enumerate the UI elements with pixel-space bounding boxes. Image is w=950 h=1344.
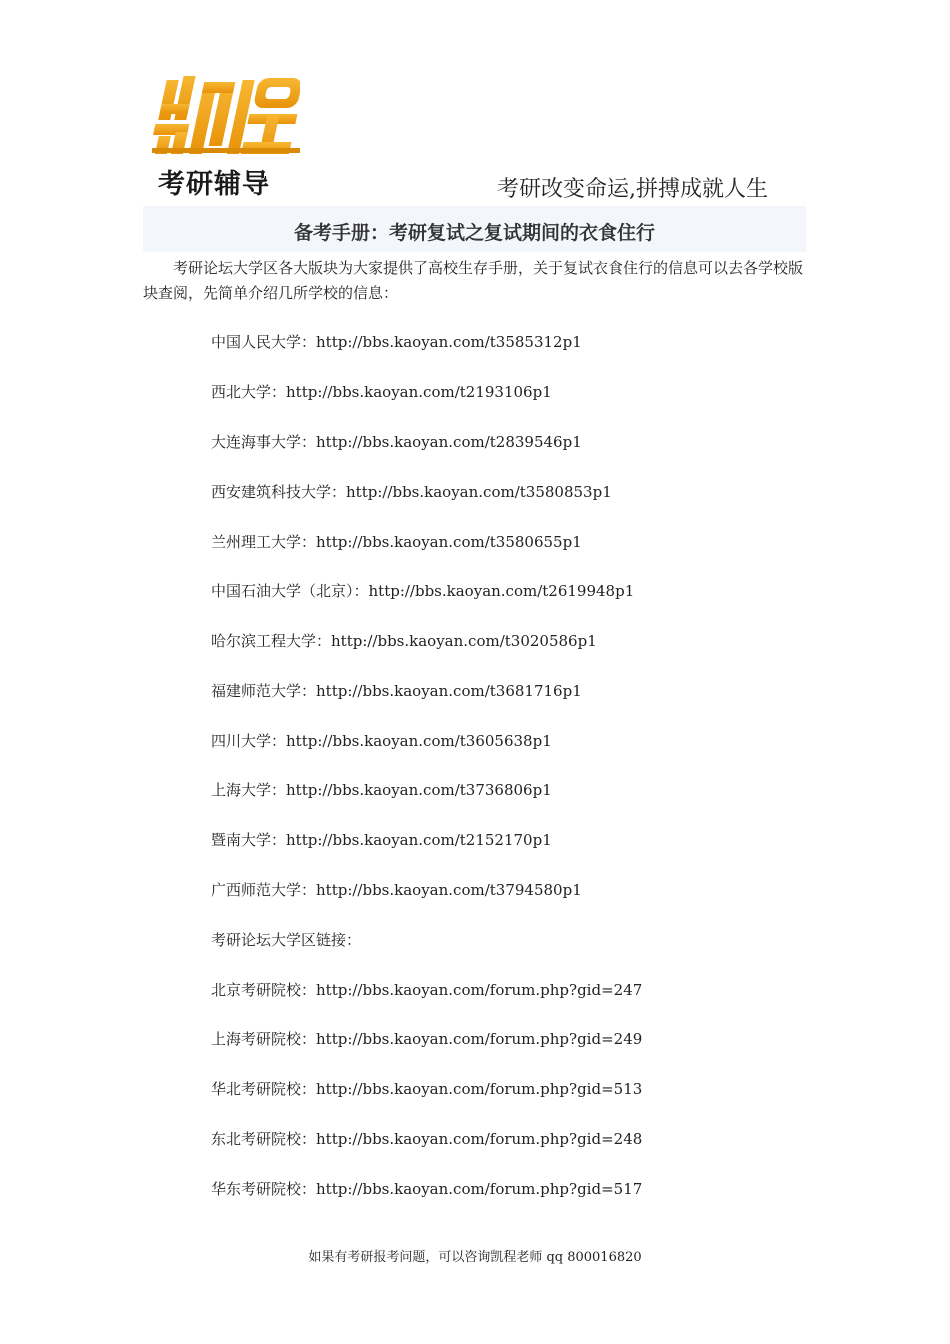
school-link-line[interactable]: 暨南大学：http://bbs.kaoyan.com/t2152170p1 xyxy=(211,831,552,849)
section-heading: 考研论坛大学区链接： xyxy=(211,931,362,949)
slogan: 考研改变命运,拼搏成就人生 xyxy=(497,177,768,202)
school-link-line[interactable]: 四川大学：http://bbs.kaoyan.com/t3605638p1 xyxy=(211,732,552,750)
region-link-line[interactable]: 华东考研院校：http://bbs.kaoyan.com/forum.php?gid=517 xyxy=(211,1180,643,1198)
school-link-line[interactable]: 中国人民大学：http://bbs.kaoyan.com/t3585312p1 xyxy=(211,333,582,351)
school-link-line[interactable]: 福建师范大学：http://bbs.kaoyan.com/t3681716p1 xyxy=(211,682,582,700)
region-link-line[interactable]: 东北考研院校：http://bbs.kaoyan.com/forum.php?gid=248 xyxy=(211,1130,643,1148)
school-link-line[interactable]: 大连海事大学：http://bbs.kaoyan.com/t2839546p1 xyxy=(211,433,582,451)
logo-brand-mark xyxy=(152,74,300,156)
school-link-line[interactable]: 中国石油大学（北京）：http://bbs.kaoyan.com/t2619948p1 xyxy=(211,582,635,600)
region-link-line[interactable]: 北京考研院校：http://bbs.kaoyan.com/forum.php?gid=247 xyxy=(211,981,643,999)
page-title: 备考手册：考研复试之复试期间的衣食住行 xyxy=(293,222,655,244)
region-link-line[interactable]: 华北考研院校：http://bbs.kaoyan.com/forum.php?gid=513 xyxy=(211,1080,643,1098)
footer-contact: 如果有考研报考问题，可以咨询凯程老师 qq 800016820 xyxy=(308,1250,642,1265)
title-bar xyxy=(143,206,806,252)
school-link-line[interactable]: 广西师范大学：http://bbs.kaoyan.com/t3794580p1 xyxy=(211,881,582,899)
brand-logo xyxy=(148,74,308,202)
school-link-line[interactable]: 上海大学：http://bbs.kaoyan.com/t3736806p1 xyxy=(211,781,552,799)
school-link-line[interactable]: 西安建筑科技大学：http://bbs.kaoyan.com/t3580853p1 xyxy=(211,483,612,501)
school-link-line[interactable]: 西北大学：http://bbs.kaoyan.com/t2193106p1 xyxy=(211,383,552,401)
logo-subtitle: 考研辅导 xyxy=(158,169,270,200)
school-link-line[interactable]: 兰州理工大学：http://bbs.kaoyan.com/t3580655p1 xyxy=(211,533,582,551)
intro-paragraph: 考研论坛大学区各大版块为大家提供了高校生存手册，关于复试衣食住行的信息可以去各学校版块查阅，先简单介绍几所学校的信息： xyxy=(143,259,804,302)
school-link-line[interactable]: 哈尔滨工程大学：http://bbs.kaoyan.com/t3020586p1 xyxy=(211,632,597,650)
region-link-line[interactable]: 上海考研院校：http://bbs.kaoyan.com/forum.php?gid=249 xyxy=(211,1030,643,1048)
